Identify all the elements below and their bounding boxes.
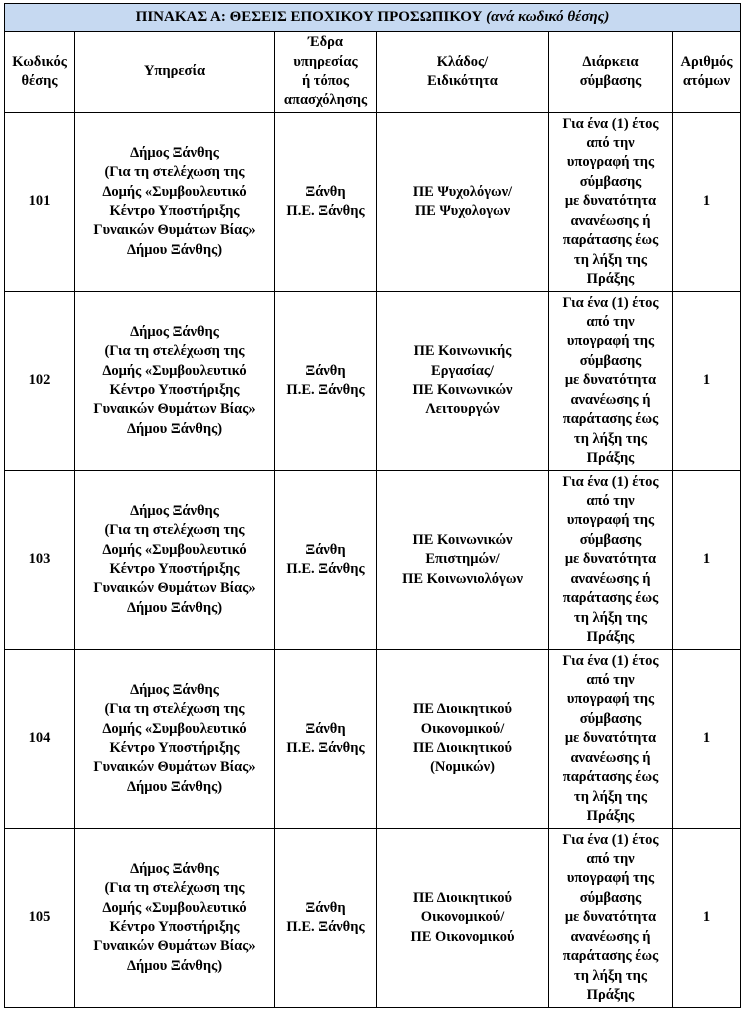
cell-line: τη λήξη της bbox=[574, 967, 647, 984]
cell-line: παράτασης έως bbox=[562, 590, 659, 607]
cell-line: Π.Ε. Ξάνθης bbox=[286, 203, 365, 219]
cell-line: ΠΕ Διοικητικού bbox=[413, 889, 512, 906]
cell-seat bbox=[275, 650, 377, 829]
table-row bbox=[5, 650, 741, 829]
cell-duration bbox=[549, 471, 673, 650]
cell-line: ΠΕ Κοινωνιολόγων bbox=[402, 570, 523, 587]
cell-line: Κέντρο Υποστήριξης bbox=[109, 382, 240, 398]
cell-line: με δυνατότητα bbox=[564, 372, 657, 389]
cell-line: Δήμου Ξάνθης) bbox=[126, 778, 223, 795]
cell-line: Ξάνθη bbox=[305, 899, 346, 916]
header-code bbox=[5, 32, 75, 113]
cell-line: Αριθμός bbox=[680, 53, 733, 70]
cell-line: Δήμος Ξάνθης bbox=[130, 144, 219, 161]
table-title bbox=[5, 4, 741, 32]
cell-line: Έδρα bbox=[308, 34, 343, 51]
cell-seat bbox=[275, 292, 377, 471]
cell-line: Δήμου Ξάνθης) bbox=[126, 599, 223, 616]
cell-line: Δήμος Ξάνθης bbox=[130, 323, 219, 340]
cell-line: ανανέωσης ή bbox=[570, 928, 651, 945]
cell-line: Δομής «Συμβουλευτικό bbox=[102, 183, 247, 200]
cell-line: Δήμου Ξάνθης) bbox=[126, 241, 223, 258]
cell-line: με δυνατότητα bbox=[564, 193, 657, 210]
cell-line: Π.Ε. Ξάνθης bbox=[286, 919, 365, 935]
cell-line: υπογραφή της bbox=[566, 512, 655, 529]
cell-line: σύμβασης bbox=[579, 73, 642, 89]
cell-line: τη λήξη της bbox=[574, 788, 647, 805]
cell-line: ΠΕ Κοινωνικής bbox=[413, 343, 512, 360]
cell-line: Κέντρο Υποστήριξης bbox=[109, 740, 240, 756]
cell-line: από την bbox=[586, 135, 635, 152]
cell-line: από την bbox=[586, 851, 635, 868]
cell-line: Επιστημών/ bbox=[425, 551, 500, 568]
cell-line: Πράξης bbox=[586, 449, 635, 466]
cell-specialty bbox=[377, 650, 549, 829]
cell-line: Οικονομικού/ bbox=[420, 909, 505, 926]
header-count bbox=[673, 32, 741, 113]
cell-line: με δυνατότητα bbox=[564, 551, 657, 568]
cell-line: σύμβασης bbox=[579, 173, 642, 190]
header-service bbox=[75, 32, 275, 113]
table-row bbox=[5, 292, 741, 471]
cell-line: απασχόλησης bbox=[283, 92, 368, 109]
cell-line: παράτασης έως bbox=[562, 948, 659, 965]
cell-line: τη λήξη της bbox=[574, 251, 647, 268]
cell-line: Για ένα (1) έτος bbox=[562, 294, 659, 311]
cell-line: Κέντρο Υποστήριξης bbox=[109, 919, 240, 935]
cell-line: ΠΕ Οικονομικού bbox=[410, 928, 515, 945]
cell-line: παράτασης έως bbox=[562, 411, 659, 428]
header-specialty bbox=[377, 32, 549, 113]
cell-line: σύμβασης bbox=[579, 531, 642, 548]
cell-line: Π.Ε. Ξάνθης bbox=[286, 740, 365, 756]
cell-line: ανανέωσης ή bbox=[570, 391, 651, 408]
cell-line: ανανέωσης ή bbox=[570, 570, 651, 587]
table-title-main: ΠΙΝΑΚΑΣ Α: ΘΕΣΕΙΣ ΕΠΟΧΙΚΟΥ ΠΡΟΣΩΠΙΚΟΥ bbox=[135, 8, 483, 25]
cell-specialty bbox=[377, 292, 549, 471]
cell-duration bbox=[549, 650, 673, 829]
cell-line: (Για τη στελέχωση της bbox=[104, 522, 245, 539]
cell-line: (Για τη στελέχωση της bbox=[104, 701, 245, 718]
cell-line: Ξάνθη bbox=[305, 183, 346, 200]
cell-line: Γυναικών Θυμάτων Βίας» bbox=[93, 759, 256, 776]
cell-line: Πράξης bbox=[586, 270, 635, 287]
cell-line: Κωδικός bbox=[12, 53, 67, 70]
cell-line: υπογραφή της bbox=[566, 333, 655, 350]
cell-line: με δυνατότητα bbox=[564, 909, 657, 926]
cell-code: 104 bbox=[5, 650, 75, 829]
cell-line: τη λήξη της bbox=[574, 430, 647, 447]
cell-line: Δήμου Ξάνθης) bbox=[126, 957, 223, 974]
cell-line: από την bbox=[586, 493, 635, 510]
cell-line: ΠΕ Κοινωνικών bbox=[412, 382, 513, 398]
cell-line: ΠΕ Διοικητικού bbox=[413, 701, 512, 718]
cell-line: Γυναικών Θυμάτων Βίας» bbox=[93, 222, 256, 239]
cell-specialty bbox=[377, 113, 549, 292]
cell-service bbox=[75, 650, 275, 829]
cell-duration bbox=[549, 292, 673, 471]
cell-service bbox=[75, 292, 275, 471]
cell-line: σύμβασης bbox=[579, 352, 642, 369]
cell-line: θέσης bbox=[21, 73, 58, 89]
cell-line: υπηρεσίας bbox=[293, 53, 358, 70]
cell-seat bbox=[275, 471, 377, 650]
cell-line: Π.Ε. Ξάνθης bbox=[286, 382, 365, 398]
cell-count: 1 bbox=[673, 113, 741, 292]
header-seat bbox=[275, 32, 377, 113]
cell-line: Δήμου Ξάνθης) bbox=[126, 420, 223, 437]
cell-line: με δυνατότητα bbox=[564, 730, 657, 747]
cell-specialty bbox=[377, 829, 549, 1008]
cell-line: (Για τη στελέχωση της bbox=[104, 164, 245, 181]
table-title-sub: (ανά κωδικό θέσης) bbox=[486, 8, 610, 25]
cell-line: Γυναικών Θυμάτων Βίας» bbox=[93, 401, 256, 418]
positions-table bbox=[4, 3, 741, 1008]
cell-line: Δήμος Ξάνθης bbox=[130, 860, 219, 877]
cell-line: παράτασης έως bbox=[562, 232, 659, 249]
cell-line: Πράξης bbox=[586, 986, 635, 1003]
cell-line: Ξάνθη bbox=[305, 362, 346, 379]
cell-line: Διάρκεια bbox=[582, 53, 639, 70]
cell-line: ανανέωσης ή bbox=[570, 749, 651, 766]
cell-line: Γυναικών Θυμάτων Βίας» bbox=[93, 938, 256, 955]
cell-line: Για ένα (1) έτος bbox=[562, 831, 659, 848]
cell-count: 1 bbox=[673, 471, 741, 650]
cell-seat bbox=[275, 113, 377, 292]
cell-line: Για ένα (1) έτος bbox=[562, 115, 659, 132]
cell-code: 101 bbox=[5, 113, 75, 292]
cell-line: Δομής «Συμβουλευτικό bbox=[102, 541, 247, 558]
cell-line: ανανέωσης ή bbox=[570, 212, 651, 229]
cell-line: υπογραφή της bbox=[566, 870, 655, 887]
cell-line: Για ένα (1) έτος bbox=[562, 473, 659, 490]
cell-line: Κέντρο Υποστήριξης bbox=[109, 561, 240, 577]
cell-line: Δομής «Συμβουλευτικό bbox=[102, 362, 247, 379]
cell-line: (Για τη στελέχωση της bbox=[104, 880, 245, 897]
table-row bbox=[5, 113, 741, 292]
table-row bbox=[5, 829, 741, 1008]
cell-line: υπογραφή της bbox=[566, 154, 655, 171]
cell-line: Πράξης bbox=[586, 807, 635, 824]
cell-line: ΠΕ Ψυχολόγων/ bbox=[412, 183, 513, 200]
cell-service bbox=[75, 113, 275, 292]
cell-count: 1 bbox=[673, 650, 741, 829]
cell-line: Π.Ε. Ξάνθης bbox=[286, 561, 365, 577]
cell-duration bbox=[549, 829, 673, 1008]
header-row bbox=[5, 32, 741, 113]
cell-line: Κλάδος/ bbox=[436, 53, 489, 70]
cell-line: Πράξης bbox=[586, 628, 635, 645]
cell-specialty bbox=[377, 471, 549, 650]
table-row bbox=[5, 471, 741, 650]
cell-duration bbox=[549, 113, 673, 292]
cell-line: Δομής «Συμβουλευτικό bbox=[102, 720, 247, 737]
cell-code: 103 bbox=[5, 471, 75, 650]
cell-line: Ξάνθη bbox=[305, 541, 346, 558]
header-duration bbox=[549, 32, 673, 113]
cell-line: σύμβασης bbox=[579, 889, 642, 906]
cell-service bbox=[75, 471, 275, 650]
cell-service bbox=[75, 829, 275, 1008]
cell-line: παράτασης έως bbox=[562, 769, 659, 786]
cell-line: ΠΕ Ψυχολογων bbox=[414, 203, 511, 219]
cell-line: (Νομικών) bbox=[430, 759, 495, 776]
cell-line: Δήμος Ξάνθης bbox=[130, 502, 219, 519]
cell-code: 102 bbox=[5, 292, 75, 471]
cell-line: ΠΕ Κοινωνικών bbox=[412, 531, 513, 548]
cell-line: Ειδικότητα bbox=[427, 73, 498, 89]
cell-line: Υπηρεσία bbox=[143, 63, 206, 80]
cell-line: από την bbox=[586, 314, 635, 331]
cell-code: 105 bbox=[5, 829, 75, 1008]
cell-line: (Για τη στελέχωση της bbox=[104, 343, 245, 360]
cell-seat bbox=[275, 829, 377, 1008]
cell-line: υπογραφή της bbox=[566, 691, 655, 708]
cell-count: 1 bbox=[673, 829, 741, 1008]
cell-line: Γυναικών Θυμάτων Βίας» bbox=[93, 580, 256, 597]
cell-line: Οικονομικού/ bbox=[420, 720, 505, 737]
cell-line: Εργασίας/ bbox=[431, 362, 494, 379]
cell-line: τη λήξη της bbox=[574, 609, 647, 626]
cell-line: Λειτουργών bbox=[425, 401, 500, 418]
cell-line: ατόμων bbox=[682, 73, 731, 89]
cell-line: ΠΕ Διοικητικού bbox=[413, 740, 512, 756]
cell-line: Δήμος Ξάνθης bbox=[130, 681, 219, 698]
cell-line: από την bbox=[586, 672, 635, 689]
cell-count: 1 bbox=[673, 292, 741, 471]
cell-line: σύμβασης bbox=[579, 710, 642, 727]
cell-line: Δομής «Συμβουλευτικό bbox=[102, 899, 247, 916]
cell-line: Κέντρο Υποστήριξης bbox=[109, 203, 240, 219]
cell-line: ή τόπος bbox=[301, 73, 350, 89]
cell-line: Για ένα (1) έτος bbox=[562, 652, 659, 669]
cell-line: Ξάνθη bbox=[305, 720, 346, 737]
